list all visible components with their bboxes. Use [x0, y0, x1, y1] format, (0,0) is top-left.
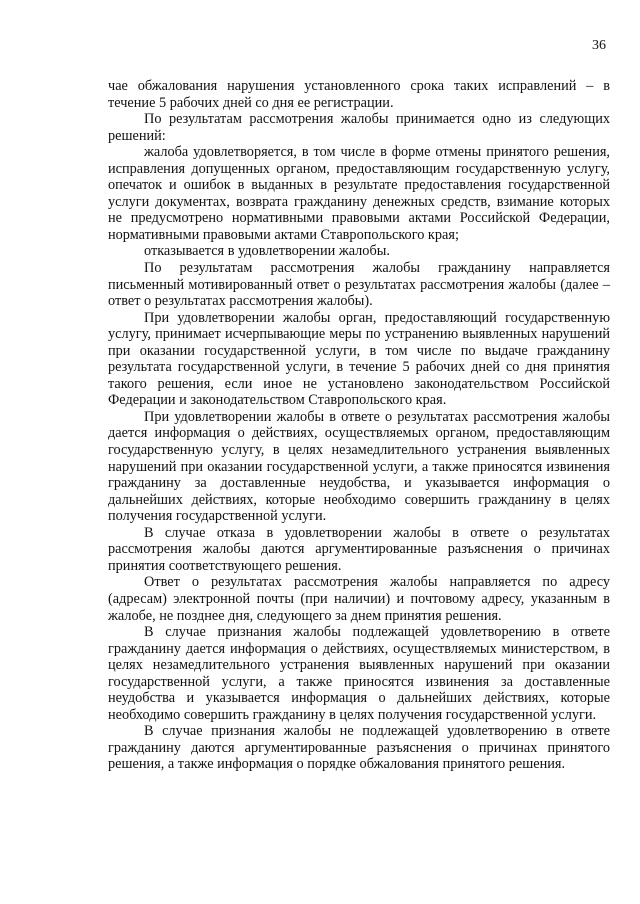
body-text	[108, 78, 610, 773]
paragraph-answer-delivery: Ответ о результатах рассмотрения жалобы направляется по адресу (адресам) электронной почты (при наличии) и почтовому адресу, указанным в жалобе, не позднее дня, следующего за днем принятия решения.	[108, 574, 610, 624]
paragraph-answer-info-on-satisfaction: При удовлетворении жалобы в ответе о результатах рассмотрения жалобы дается информация о действиях, осуществляемых органом, предоставляющим государственную услугу, в целях незамедлительного устранения выявленных нарушений при оказании государственной услуги, а также приносятся извинения гражданину за доставленные неудобства, и указывается информация о дальнейших действиях, которые необходимо совершить гражданину в целях получения государственной услуги.	[108, 408, 610, 525]
page-number: 36	[592, 38, 606, 53]
paragraph-complaint-satisfied: жалоба удовлетворяется, в том числе в форме отмены принятого решения, исправления допущенных органом, предоставляющим государственную услугу, опечаток и ошибок в выданных в результате предоставления государственной услуги документах, возврата гражданину денежных средств, взимание которых не предусмотрено нормативными правовыми актами Российской Федерации, нормативными правовыми актами Ставропольского края;	[108, 144, 610, 243]
paragraph-complaint-rejected: отказывается в удовлетворении жалобы.	[144, 243, 390, 260]
paragraph-appeal-procedure: В случае признания жалобы не подлежащей удовлетворению в ответе гражданину даются аргументированные разъяснения о причинах принятого решения, а также информация о порядке обжалования принятого решения.	[108, 723, 610, 773]
paragraph-continuation: чае обжалования нарушения установленного срока таких исправлений – в течение 5 рабочих дней со дня ее регистрации.	[108, 78, 610, 111]
paragraph-answer-on-refusal: В случае отказа в удовлетворении жалобы в ответе о результатах рассмотрения жалобы даются аргументированные разъяснения о причинах принятия соответствующего решения.	[108, 524, 610, 574]
paragraph-decision-options: По результатам рассмотрения жалобы принимается одно из следующих решений:	[108, 111, 610, 144]
paragraph-ministry-actions: В случае признания жалобы подлежащей удовлетворению в ответе гражданину дается информация о действиях, осуществляемых министерством, в целях незамедлительного устранения выявленных нарушений при оказании государственной услуги, а также приносятся извинения за доставленные неудобства и указывается информация о дальнейших действиях, которые необходимо совершить гражданину в целях получения государственной услуги.	[108, 624, 610, 723]
paragraph-reasoned-answer: По результатам рассмотрения жалобы гражданину направляется письменный мотивированный ответ о результатах рассмотрения жалобы (далее – ответ о результатах рассмотрения жалобы).	[108, 260, 610, 310]
paragraph-remedial-measures: При удовлетворении жалобы орган, предоставляющий государственную услугу, принимает исчерпывающие меры по устранению выявленных нарушений при оказании государственной услуги, в том числе по выдаче гражданину результата государственной услуги, в течение 5 рабочих дней со дня принятия такого решения, если иное не установлено законодательством Российской Федерации и законодательством Ставропольского края.	[108, 309, 610, 409]
